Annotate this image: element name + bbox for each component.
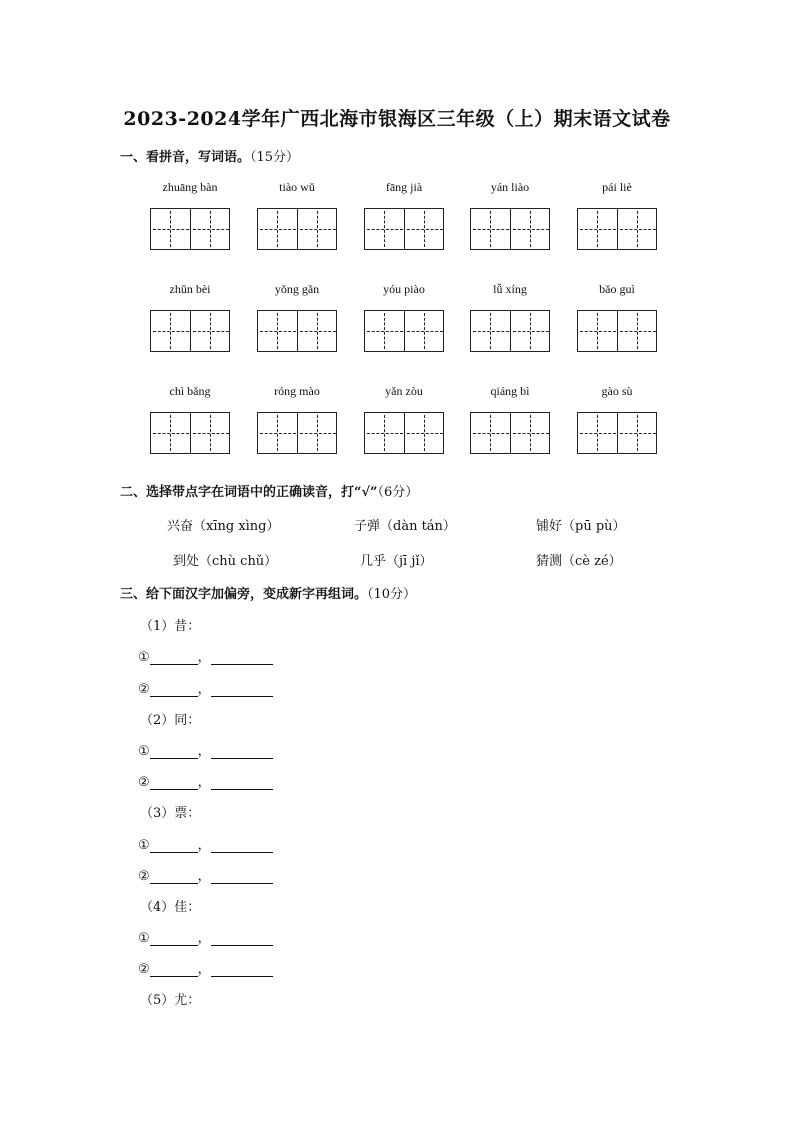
tianzige-box[interactable] [257,310,337,352]
answer-line [138,678,273,697]
pinyin-label: róng mào [274,384,320,398]
pinyin-label: lǚ xíng [493,282,527,296]
character-square[interactable] [365,311,405,351]
guide-line-horizontal [193,433,229,434]
guide-line-vertical [170,313,171,349]
tianzige-box[interactable] [577,412,657,454]
pinyin-label: pái liè [602,180,632,194]
guide-line-horizontal [260,229,296,230]
answer-blank[interactable] [150,838,198,853]
guide-line-vertical [597,211,598,247]
radical-item-label: （5）尤： [140,993,201,1008]
answer-blank[interactable] [211,775,273,790]
guide-line-vertical [170,211,171,247]
tianzige-box[interactable] [257,208,337,250]
character-square[interactable] [190,311,231,351]
guide-line-horizontal [367,229,403,230]
answer-line [138,958,273,977]
tianzige-box[interactable] [470,208,550,250]
guide-line-horizontal [407,433,443,434]
separator: ， [197,838,211,853]
answer-blank[interactable] [150,682,198,697]
answer-mark: ② [138,962,150,977]
guide-line-horizontal [367,433,403,434]
guide-line-vertical [637,211,638,247]
guide-line-horizontal [620,331,656,332]
pinyin-label: qiáng bì [490,384,530,398]
character-square[interactable] [297,413,338,453]
section3-heading [120,583,416,602]
character-square[interactable] [297,209,338,249]
separator: ， [197,682,211,697]
section3-heading-text: 三、给下面汉字加偏旁，变成新字再组词。 [120,587,368,602]
guide-line-horizontal [407,229,443,230]
section2-points: （6分） [377,485,419,500]
pinyin-label: yǎn zòu [385,384,423,398]
separator: ， [197,650,211,665]
answer-blank[interactable] [211,869,273,884]
guide-line-horizontal [473,229,509,230]
answer-blank[interactable] [211,744,273,759]
tianzige-box[interactable] [577,208,657,250]
answer-line [138,834,273,853]
answer-line [138,865,273,884]
answer-mark: ① [138,744,150,759]
character-square[interactable] [190,209,231,249]
tianzige-box[interactable] [150,208,230,250]
tianzige-box[interactable] [150,412,230,454]
character-square[interactable] [510,311,551,351]
guide-line-vertical [317,313,318,349]
answer-blank[interactable] [211,931,273,946]
guide-line-horizontal [260,433,296,434]
pinyin-label: yǒng gǎn [274,282,320,296]
answer-blank[interactable] [211,682,273,697]
guide-line-vertical [384,415,385,451]
answer-line [138,740,273,759]
pinyin-label: tiào wǔ [279,180,315,194]
guide-line-vertical [277,313,278,349]
guide-line-horizontal [473,331,509,332]
section3-points: （10分） [367,587,417,602]
character-square[interactable] [617,209,658,249]
character-square[interactable] [297,311,338,351]
answer-blank[interactable] [211,962,273,977]
tianzige-box[interactable] [150,310,230,352]
separator: ， [197,931,211,946]
answer-mark: ② [138,682,150,697]
guide-line-horizontal [473,433,509,434]
guide-line-vertical [637,415,638,451]
character-square[interactable] [151,413,191,453]
character-square[interactable] [617,311,658,351]
answer-mark: ① [138,838,150,853]
guide-line-vertical [530,211,531,247]
section2-heading [120,481,418,500]
pinyin-label: fāng jià [385,180,423,194]
character-square[interactable] [258,311,298,351]
guide-line-horizontal [513,433,549,434]
reading-option[interactable]: 兴奋（xīng xìng） [167,519,280,534]
answer-mark: ② [138,775,150,790]
section1-points: （15分） [250,150,300,165]
separator: ， [197,775,211,790]
tianzige-box[interactable] [470,412,550,454]
separator: ， [197,744,211,759]
guide-line-horizontal [367,331,403,332]
guide-line-vertical [424,313,425,349]
guide-line-vertical [210,211,211,247]
guide-line-horizontal [153,229,189,230]
character-square[interactable] [151,209,191,249]
answer-blank[interactable] [150,775,198,790]
radical-item-label: （1）昔： [140,619,201,634]
guide-line-vertical [530,313,531,349]
radical-item-label: （3）票： [140,806,201,821]
answer-line [138,771,273,790]
answer-blank[interactable] [150,931,198,946]
guide-line-vertical [317,415,318,451]
guide-line-horizontal [620,433,656,434]
guide-line-horizontal [153,331,189,332]
guide-line-horizontal [193,229,229,230]
reading-option[interactable]: 到处（chù chǔ） [173,554,278,569]
pinyin-label: zhǔn bèi [169,282,211,296]
guide-line-horizontal [300,433,336,434]
guide-line-vertical [530,415,531,451]
pinyin-label: chì bǎng [169,384,211,398]
guide-line-horizontal [193,331,229,332]
reading-option[interactable]: 猜测（cè zé） [536,554,622,569]
section2-heading-text: 二、选择带点字在词语中的正确读音，打“√” [120,485,378,500]
answer-mark: ① [138,931,150,946]
answer-mark: ② [138,869,150,884]
tianzige-box[interactable] [364,412,444,454]
character-square[interactable] [365,209,405,249]
character-square[interactable] [510,209,551,249]
reading-option[interactable]: 子弹（dàn tán） [354,519,456,534]
guide-line-horizontal [580,229,616,230]
radical-item-label: （2）同： [140,713,201,728]
answer-blank[interactable] [211,650,273,665]
guide-line-vertical [597,415,598,451]
character-square[interactable] [404,311,445,351]
guide-line-horizontal [300,229,336,230]
character-square[interactable] [365,413,405,453]
guide-line-horizontal [153,433,189,434]
character-square[interactable] [471,209,511,249]
guide-line-vertical [424,415,425,451]
answer-blank[interactable] [150,869,198,884]
pinyin-label: bǎo guì [599,282,635,296]
guide-line-vertical [210,415,211,451]
tianzige-box[interactable] [364,310,444,352]
guide-line-horizontal [260,331,296,332]
answer-blank[interactable] [150,650,198,665]
guide-line-vertical [490,211,491,247]
tianzige-box[interactable] [470,310,550,352]
separator: ， [197,869,211,884]
section1-heading [120,146,299,165]
guide-line-vertical [277,415,278,451]
character-square[interactable] [471,311,511,351]
character-square[interactable] [258,413,298,453]
guide-line-vertical [210,313,211,349]
guide-line-vertical [597,313,598,349]
section1-heading-text: 一、看拼音，写词语。 [120,150,251,165]
answer-mark: ① [138,650,150,665]
reading-option[interactable]: 几乎（jī jǐ） [360,554,433,569]
character-square[interactable] [578,209,618,249]
tianzige-box[interactable] [577,310,657,352]
guide-line-vertical [490,313,491,349]
tianzige-box[interactable] [257,412,337,454]
guide-line-vertical [384,211,385,247]
guide-line-horizontal [620,229,656,230]
tianzige-box[interactable] [364,208,444,250]
character-square[interactable] [510,413,551,453]
page-title: 2023-2024学年广西北海市银海区三年级（上）期末语文试卷 [123,108,671,130]
character-square[interactable] [617,413,658,453]
guide-line-horizontal [580,433,616,434]
guide-line-horizontal [300,331,336,332]
guide-line-vertical [424,211,425,247]
character-square[interactable] [404,413,445,453]
reading-option[interactable]: 铺好（pū pù） [536,519,626,534]
character-square[interactable] [578,413,618,453]
answer-line [138,927,273,946]
guide-line-horizontal [513,229,549,230]
guide-line-horizontal [580,331,616,332]
answer-blank[interactable] [150,744,198,759]
answer-blank[interactable] [211,838,273,853]
answer-line [138,646,273,665]
guide-line-vertical [277,211,278,247]
character-square[interactable] [404,209,445,249]
guide-line-vertical [490,415,491,451]
guide-line-vertical [317,211,318,247]
pinyin-label: gào sù [601,384,633,398]
character-square[interactable] [151,311,191,351]
guide-line-horizontal [513,331,549,332]
guide-line-vertical [637,313,638,349]
guide-line-horizontal [407,331,443,332]
pinyin-label: yóu piào [383,282,425,296]
guide-line-vertical [384,313,385,349]
answer-blank[interactable] [150,962,198,977]
character-square[interactable] [578,311,618,351]
separator: ， [197,962,211,977]
character-square[interactable] [471,413,511,453]
pinyin-label: zhuāng bàn [162,180,218,194]
character-square[interactable] [190,413,231,453]
guide-line-vertical [170,415,171,451]
pinyin-label: yán liào [490,180,530,194]
radical-item-label: （4）佳： [140,900,201,915]
character-square[interactable] [258,209,298,249]
